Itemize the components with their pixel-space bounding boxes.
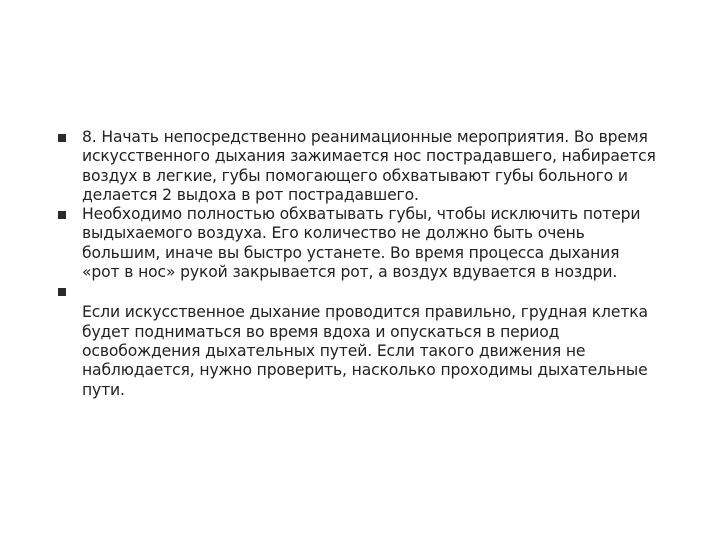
bullet-item-1 [58,128,678,205]
square-bullet-icon [58,134,66,142]
bullet-item-3 [58,282,678,301]
bullet-continuation-text: Если искусственное дыхание проводится правильно, грудная клетка будет подниматься во время вдоха и опускаться в период освобождения дыхательных путей. Если такого движения не наблюдается, нужно проверить, насколько проходимы дыхательные пути. [82,303,648,399]
bullet-text-2: Необходимо полностью обхватывать губы, чтобы исключить потери выдыхаемого воздуха. Его количество не должно быть очень большим, иначе вы быстро устанете. Во время процесса дыхания «рот в нос» рукой закрывается рот, а воздух вдувается в ноздри. [82,205,641,282]
bullet-text-1: 8. Начать непосредственно реанимационные мероприятия. Во время искусственного дыхания зажимается нос пострадавшего, набирается воздух в легкие, губы помогающего обхватывают губы больного и делается 2 выдоха в рот пострадавшего. [82,128,656,204]
bullet-item-2 [58,205,678,282]
square-bullet-icon [58,288,66,296]
square-bullet-icon [58,211,66,219]
bullet-list [58,128,678,400]
